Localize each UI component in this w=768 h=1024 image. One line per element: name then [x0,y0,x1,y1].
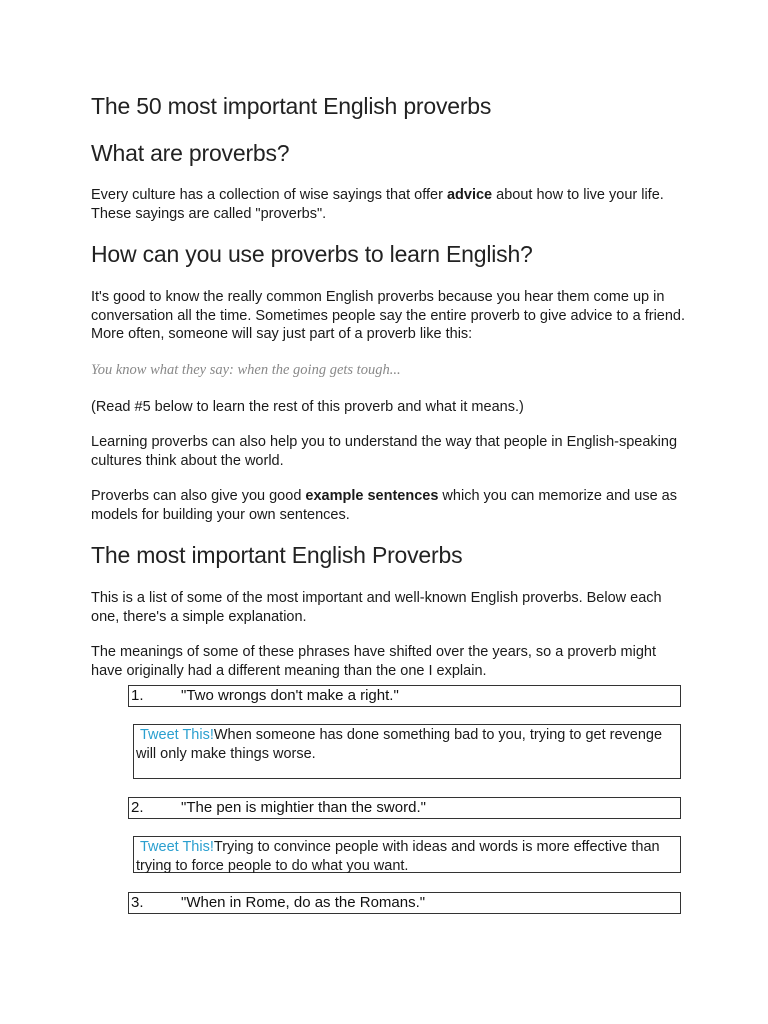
paragraph-text: about how to live your life. These sayings are called "proverbs". [91,187,664,222]
paragraph-text: which you can memorize and use as models for building your own sentences. [91,488,677,523]
paragraph-what [91,186,691,223]
tweet-this-link[interactable]: Tweet This! [140,727,214,743]
paragraph-how-4 [91,487,691,524]
document-body [91,92,691,697]
proverb-list [128,685,681,914]
bold-term-example-sentences: example sentences [305,488,439,504]
paragraph-how-2: (Read #5 below to learn the rest of this proverb and what it means.) [91,398,524,415]
proverb-text: "When in Rome, do as the Romans." [181,894,426,911]
proverb-item-3 [128,892,681,914]
paragraph-text: Proverbs can also give you good [91,488,306,504]
example-quote: You know what they say: when the going gets tough... [91,361,401,378]
section-heading-list: The most important English Proverbs [91,542,463,568]
explanation-text: Trying to convince people with ideas and words is more effective than trying to force people to do what you want. [136,839,660,874]
paragraph-how-1: It's good to know the really common English proverbs because you hear them come up in conversation all the time. Sometimes people say the entire proverb to give advice to a friend. More often, someone will say just part of a proverb like this: [91,289,686,342]
proverb-number: 2. [131,799,144,816]
page-title: The 50 most important English proverbs [91,93,492,119]
tweet-this-link[interactable]: Tweet This! [140,839,214,855]
proverb-number: 1. [131,687,144,704]
explanation-text: When someone has done something bad to you, trying to get revenge will only make things worse. [136,727,663,762]
proverb-text: "Two wrongs don't make a right." [181,687,399,704]
paragraph-how-3: Learning proverbs can also help you to understand the way that people in English-speaking cultures think about the world. [91,434,678,469]
section-heading-how: How can you use proverbs to learn English? [91,241,533,267]
section-heading-what: What are proverbs? [91,140,290,166]
proverb-explanation-1 [133,724,681,779]
proverb-explanation-2 [133,836,681,873]
paragraph-text: Every culture has a collection of wise sayings that offer [91,187,447,203]
proverb-number: 3. [131,894,144,911]
proverb-item-2 [128,797,681,819]
paragraph-list-1: This is a list of some of the most important and well-known English proverbs. Below each one, there's a simple explanation. [91,590,662,625]
proverb-item-1 [128,685,681,707]
bold-term-advice: advice [446,187,493,203]
paragraph-list-2: The meanings of some of these phrases have shifted over the years, so a proverb might have originally had a different meaning than the one I explain. [91,644,656,679]
proverb-text: "The pen is mightier than the sword." [181,799,426,816]
